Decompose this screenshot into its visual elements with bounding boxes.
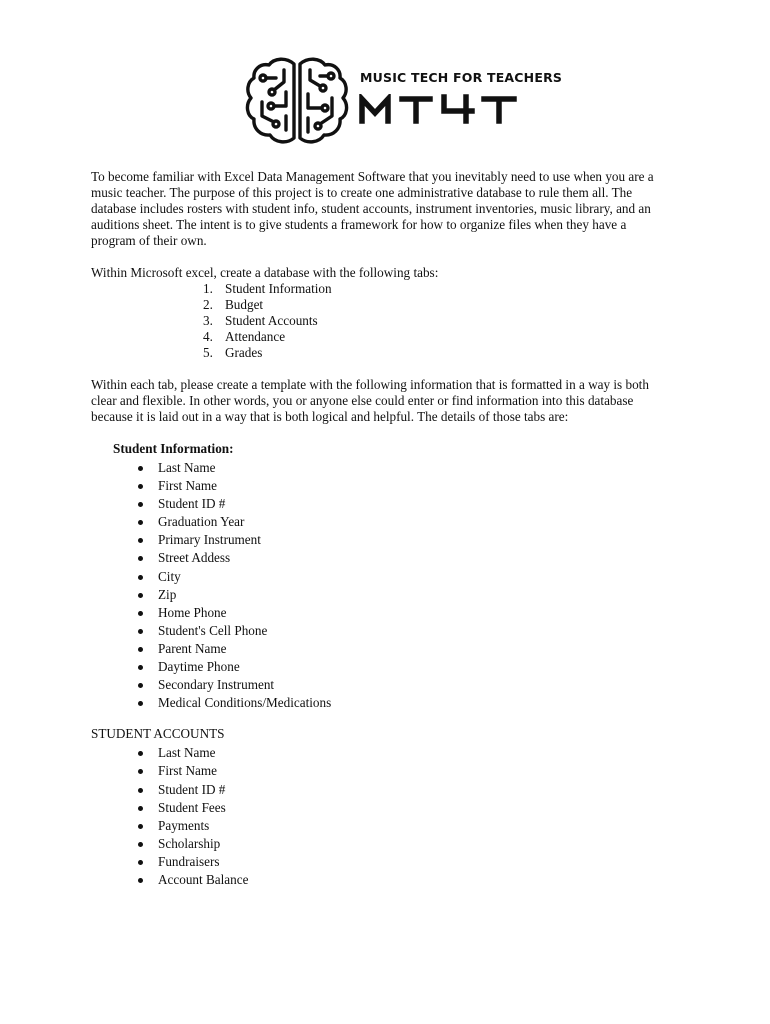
list-item: First Name [91,762,671,780]
list-item: Last Name [91,744,671,762]
tabs-list [91,281,671,361]
list-item: 3. Student Accounts [203,313,318,328]
intro-paragraph: To become familiar with Excel Data Management Software that you inevitably need to use when you are a music teacher. The purpose of this project is to create one administrative database to rule them all. The database includes rosters with student info, student accounts, instrument inventories, music library, and an auditions sheet. The intent is to give students a framework for how to organize files when they have a program of their own. [91,169,654,248]
list-item: City [91,568,671,586]
list-item: Student's Cell Phone [91,622,671,640]
list-item: Student ID # [91,495,671,513]
logo [244,56,563,148]
list-item: Medical Conditions/Medications [91,694,671,712]
list-item: Student ID # [91,781,671,799]
tabs-details-paragraph: Within each tab, please create a template with the following information that is formatted in a way is both clear and flexible. In other words, you or anyone else could enter or find information into this database because it is laid out in a way that is both logical and helpful. The details of those tabs are: [91,377,649,424]
list-item: Primary Instrument [91,531,671,549]
list-item: Account Balance [91,871,671,889]
list-item: Home Phone [91,604,671,622]
student-information-list [91,459,671,712]
logo-tagline: MUSIC TECH FOR TEACHERS [360,70,563,85]
list-item: Street Addess [91,549,671,567]
list-item: Last Name [91,459,671,477]
logo-mark [358,94,526,124]
list-item: Payments [91,817,671,835]
tabs-instruction: Within Microsoft excel, create a database with the following tabs: [91,265,439,280]
document-body [91,169,671,903]
list-item: Daytime Phone [91,658,671,676]
student-information-heading: Student Information: [113,441,234,456]
list-item: 1. Student Information [203,281,332,296]
list-item: Scholarship [91,835,671,853]
list-item: 5. Grades [203,345,263,360]
student-accounts-list [91,744,671,889]
list-item: 2. Budget [203,297,264,312]
list-item: First Name [91,477,671,495]
list-item: Student Fees [91,799,671,817]
list-item: 4. Attendance [203,329,286,344]
list-item: Zip [91,586,671,604]
list-item: Parent Name [91,640,671,658]
list-item: Graduation Year [91,513,671,531]
list-item: Secondary Instrument [91,676,671,694]
student-accounts-heading: STUDENT ACCOUNTS [91,726,225,742]
list-item: Fundraisers [91,853,671,871]
circuit-brain-icon [244,56,350,148]
